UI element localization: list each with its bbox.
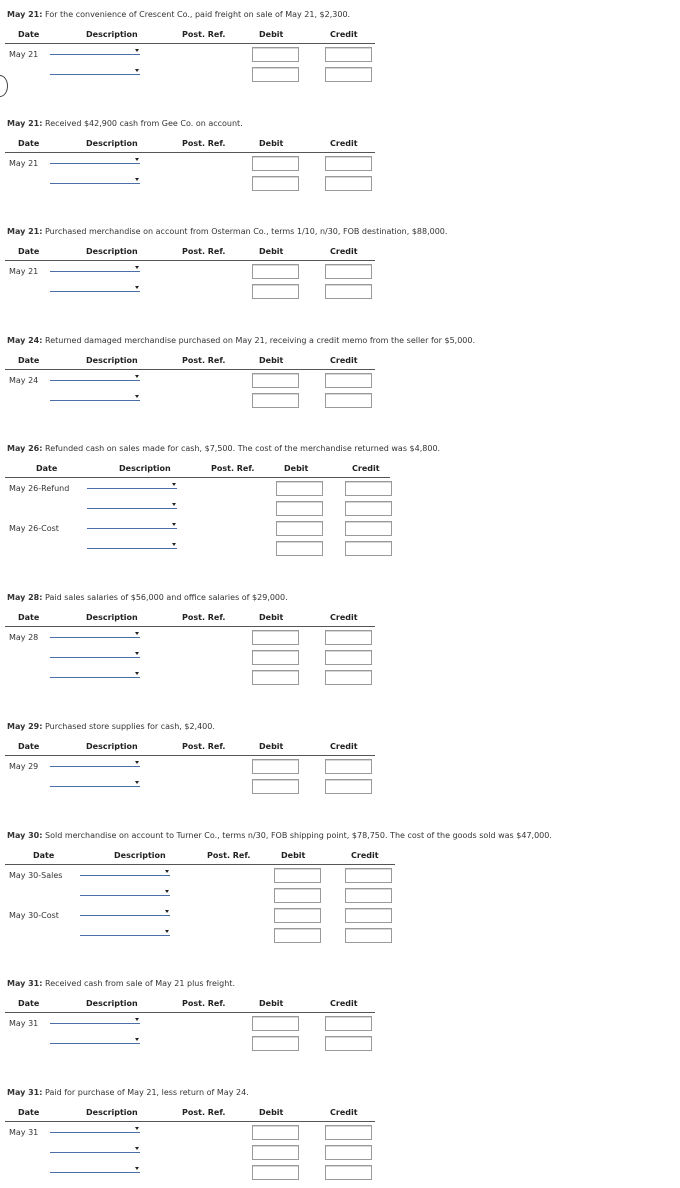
account-select[interactable] — [50, 1126, 140, 1133]
row-date: May 21 — [9, 50, 39, 59]
account-select[interactable] — [50, 671, 140, 678]
dropdown-arrow-icon — [172, 523, 176, 526]
credit-input[interactable] — [345, 868, 392, 883]
debit-input[interactable] — [276, 521, 323, 536]
credit-input[interactable] — [325, 1145, 372, 1160]
column-header-date: Date — [33, 851, 55, 860]
column-header-description: Description — [86, 613, 138, 622]
column-header-post-ref: Post. Ref. — [182, 613, 226, 622]
row-date: May 24 — [9, 376, 39, 385]
column-header-post-ref: Post. Ref. — [182, 30, 226, 39]
credit-input[interactable] — [325, 156, 372, 171]
account-select[interactable] — [50, 374, 140, 381]
debit-input[interactable] — [274, 888, 321, 903]
dropdown-arrow-icon — [135, 178, 139, 181]
debit-input[interactable] — [252, 1145, 299, 1160]
account-select[interactable] — [50, 780, 140, 787]
debit-input[interactable] — [252, 393, 299, 408]
debit-input[interactable] — [252, 1036, 299, 1051]
header-divider — [5, 43, 375, 44]
dropdown-arrow-icon — [135, 1127, 139, 1130]
credit-input[interactable] — [345, 541, 392, 556]
column-header-date: Date — [18, 999, 40, 1008]
row-date: May 28 — [9, 633, 39, 642]
debit-input[interactable] — [252, 779, 299, 794]
column-header-debit: Debit — [281, 851, 306, 860]
credit-input[interactable] — [325, 1036, 372, 1051]
dropdown-arrow-icon — [135, 286, 139, 289]
debit-input[interactable] — [252, 264, 299, 279]
dropdown-arrow-icon — [172, 543, 176, 546]
page-edge-handle — [0, 75, 8, 97]
credit-input[interactable] — [325, 284, 372, 299]
account-select[interactable] — [50, 285, 140, 292]
dropdown-arrow-icon — [165, 910, 169, 913]
column-header-date: Date — [18, 139, 40, 148]
debit-input[interactable] — [276, 501, 323, 516]
problem-date-label: May 26: — [7, 444, 43, 453]
dropdown-arrow-icon — [135, 761, 139, 764]
header-divider — [5, 864, 395, 865]
problem-prompt — [7, 444, 440, 453]
credit-input[interactable] — [325, 67, 372, 82]
column-header-description: Description — [114, 851, 166, 860]
debit-input[interactable] — [274, 928, 321, 943]
credit-input[interactable] — [345, 501, 392, 516]
column-header-credit: Credit — [330, 613, 358, 622]
header-divider — [5, 1012, 375, 1013]
account-select[interactable] — [87, 522, 177, 529]
credit-input[interactable] — [325, 1016, 372, 1031]
column-header-credit: Credit — [330, 30, 358, 39]
header-divider — [5, 152, 375, 153]
dropdown-arrow-icon — [135, 266, 139, 269]
debit-input[interactable] — [252, 670, 299, 685]
debit-input[interactable] — [252, 156, 299, 171]
column-header-credit: Credit — [330, 1108, 358, 1117]
problem-prompt — [7, 979, 235, 988]
account-select[interactable] — [87, 482, 177, 489]
header-divider — [5, 755, 375, 756]
debit-input[interactable] — [252, 630, 299, 645]
dropdown-arrow-icon — [135, 375, 139, 378]
column-header-debit: Debit — [259, 613, 284, 622]
header-divider — [5, 1121, 375, 1122]
column-header-post-ref: Post. Ref. — [211, 464, 255, 473]
problem-text: Returned damaged merchandise purchased on May 21, receiving a credit memo from the seller for $5,000. — [42, 336, 476, 345]
row-date: May 31 — [9, 1128, 39, 1137]
account-select[interactable] — [80, 869, 170, 876]
header-divider — [5, 260, 375, 261]
column-header-description: Description — [86, 247, 138, 256]
column-header-description: Description — [86, 1108, 138, 1117]
dropdown-arrow-icon — [135, 69, 139, 72]
debit-input[interactable] — [274, 908, 321, 923]
debit-input[interactable] — [252, 176, 299, 191]
header-divider — [5, 477, 390, 478]
credit-input[interactable] — [325, 779, 372, 794]
column-header-credit: Credit — [330, 139, 358, 148]
credit-input[interactable] — [325, 1165, 372, 1180]
column-header-debit: Debit — [259, 1108, 284, 1117]
column-header-debit: Debit — [259, 247, 284, 256]
debit-input[interactable] — [252, 284, 299, 299]
dropdown-arrow-icon — [165, 890, 169, 893]
column-header-date: Date — [18, 356, 40, 365]
problem-date-label: May 28: — [7, 593, 43, 602]
column-header-debit: Debit — [259, 999, 284, 1008]
problem-prompt — [7, 227, 447, 236]
account-select[interactable] — [50, 760, 140, 767]
account-select[interactable] — [80, 929, 170, 936]
debit-input[interactable] — [252, 1165, 299, 1180]
problem-prompt — [7, 119, 243, 128]
credit-input[interactable] — [345, 481, 392, 496]
column-header-post-ref: Post. Ref. — [207, 851, 251, 860]
column-header-description: Description — [86, 30, 138, 39]
row-date: May 26-Cost — [9, 524, 59, 533]
debit-input[interactable] — [274, 868, 321, 883]
credit-input[interactable] — [325, 176, 372, 191]
column-header-credit: Credit — [351, 851, 379, 860]
column-header-credit: Credit — [330, 742, 358, 751]
column-header-debit: Debit — [284, 464, 309, 473]
problem-prompt — [7, 1088, 249, 1097]
account-select[interactable] — [50, 394, 140, 401]
credit-input[interactable] — [345, 928, 392, 943]
dropdown-arrow-icon — [135, 652, 139, 655]
problem-prompt — [7, 336, 475, 345]
account-select[interactable] — [50, 1166, 140, 1173]
dropdown-arrow-icon — [135, 781, 139, 784]
column-header-date: Date — [18, 1108, 40, 1117]
account-select[interactable] — [50, 651, 140, 658]
credit-input[interactable] — [345, 521, 392, 536]
column-header-description: Description — [86, 999, 138, 1008]
problem-prompt — [7, 722, 215, 731]
problem-text: Received cash from sale of May 21 plus freight. — [42, 979, 235, 988]
dropdown-arrow-icon — [135, 1038, 139, 1041]
problem-text: Purchased merchandise on account from Osterman Co., terms 1/10, n/30, FOB destination, $88,000. — [42, 227, 448, 236]
column-header-credit: Credit — [352, 464, 380, 473]
debit-input[interactable] — [252, 47, 299, 62]
row-date: May 30-Cost — [9, 911, 59, 920]
credit-input[interactable] — [325, 1125, 372, 1140]
column-header-date: Date — [18, 742, 40, 751]
column-header-date: Date — [18, 247, 40, 256]
problem-date-label: May 29: — [7, 722, 43, 731]
credit-input[interactable] — [345, 908, 392, 923]
problem-text: Paid for purchase of May 21, less return of May 24. — [42, 1088, 249, 1097]
row-date: May 21 — [9, 159, 39, 168]
column-header-description: Description — [86, 356, 138, 365]
account-select[interactable] — [50, 157, 140, 164]
column-header-post-ref: Post. Ref. — [182, 742, 226, 751]
account-select[interactable] — [87, 542, 177, 549]
dropdown-arrow-icon — [135, 632, 139, 635]
debit-input[interactable] — [252, 1016, 299, 1031]
debit-input[interactable] — [252, 373, 299, 388]
account-select[interactable] — [80, 889, 170, 896]
account-select[interactable] — [50, 48, 140, 55]
column-header-description: Description — [86, 139, 138, 148]
problem-text: Purchased store supplies for cash, $2,400. — [42, 722, 215, 731]
row-date: May 31 — [9, 1019, 39, 1028]
account-select[interactable] — [50, 265, 140, 272]
dropdown-arrow-icon — [172, 503, 176, 506]
column-header-post-ref: Post. Ref. — [182, 247, 226, 256]
debit-input[interactable] — [252, 650, 299, 665]
header-divider — [5, 626, 375, 627]
row-date: May 29 — [9, 762, 39, 771]
problem-date-label: May 31: — [7, 1088, 43, 1097]
column-header-date: Date — [36, 464, 58, 473]
problem-prompt — [7, 831, 552, 840]
problem-date-label: May 21: — [7, 227, 43, 236]
row-date: May 26-Refund — [9, 484, 70, 493]
column-header-debit: Debit — [259, 30, 284, 39]
dropdown-arrow-icon — [135, 672, 139, 675]
row-date: May 30-Sales — [9, 871, 63, 880]
account-select[interactable] — [50, 177, 140, 184]
column-header-credit: Credit — [330, 356, 358, 365]
column-header-debit: Debit — [259, 742, 284, 751]
problem-text: Refunded cash on sales made for cash, $7,500. The cost of the merchandise returned was $4,800. — [42, 444, 441, 453]
column-header-debit: Debit — [259, 356, 284, 365]
column-header-credit: Credit — [330, 247, 358, 256]
column-header-post-ref: Post. Ref. — [182, 1108, 226, 1117]
header-divider — [5, 369, 375, 370]
problem-date-label: May 24: — [7, 336, 43, 345]
account-select[interactable] — [80, 909, 170, 916]
credit-input[interactable] — [325, 47, 372, 62]
row-date: May 21 — [9, 267, 39, 276]
dropdown-arrow-icon — [135, 395, 139, 398]
account-select[interactable] — [87, 502, 177, 509]
dropdown-arrow-icon — [172, 483, 176, 486]
problem-date-label: May 21: — [7, 119, 43, 128]
column-header-post-ref: Post. Ref. — [182, 139, 226, 148]
dropdown-arrow-icon — [135, 1167, 139, 1170]
debit-input[interactable] — [276, 481, 323, 496]
credit-input[interactable] — [325, 670, 372, 685]
problem-date-label: May 30: — [7, 831, 43, 840]
column-header-credit: Credit — [330, 999, 358, 1008]
credit-input[interactable] — [325, 393, 372, 408]
credit-input[interactable] — [325, 373, 372, 388]
column-header-post-ref: Post. Ref. — [182, 356, 226, 365]
account-select[interactable] — [50, 1146, 140, 1153]
dropdown-arrow-icon — [135, 1147, 139, 1150]
credit-input[interactable] — [345, 888, 392, 903]
problem-date-label: May 21: — [7, 10, 43, 19]
account-select[interactable] — [50, 631, 140, 638]
account-select[interactable] — [50, 1037, 140, 1044]
dropdown-arrow-icon — [135, 158, 139, 161]
column-header-date: Date — [18, 30, 40, 39]
debit-input[interactable] — [252, 759, 299, 774]
credit-input[interactable] — [325, 264, 372, 279]
dropdown-arrow-icon — [135, 49, 139, 52]
column-header-debit: Debit — [259, 139, 284, 148]
problem-text: Paid sales salaries of $56,000 and office salaries of $29,000. — [42, 593, 288, 602]
credit-input[interactable] — [325, 759, 372, 774]
column-header-description: Description — [119, 464, 171, 473]
problem-text: For the convenience of Crescent Co., paid freight on sale of May 21, $2,300. — [42, 10, 351, 19]
dropdown-arrow-icon — [165, 870, 169, 873]
problem-prompt — [7, 10, 350, 19]
column-header-description: Description — [86, 742, 138, 751]
credit-input[interactable] — [325, 630, 372, 645]
debit-input[interactable] — [276, 541, 323, 556]
account-select[interactable] — [50, 68, 140, 75]
problem-date-label: May 31: — [7, 979, 43, 988]
dropdown-arrow-icon — [165, 930, 169, 933]
debit-input[interactable] — [252, 67, 299, 82]
account-select[interactable] — [50, 1017, 140, 1024]
problem-text: Received $42,900 cash from Gee Co. on account. — [42, 119, 243, 128]
problem-prompt — [7, 593, 288, 602]
column-header-post-ref: Post. Ref. — [182, 999, 226, 1008]
credit-input[interactable] — [325, 650, 372, 665]
column-header-date: Date — [18, 613, 40, 622]
debit-input[interactable] — [252, 1125, 299, 1140]
problem-text: Sold merchandise on account to Turner Co., terms n/30, FOB shipping point, $78,750. The cost of the goods sold was $47,000. — [42, 831, 552, 840]
dropdown-arrow-icon — [135, 1018, 139, 1021]
